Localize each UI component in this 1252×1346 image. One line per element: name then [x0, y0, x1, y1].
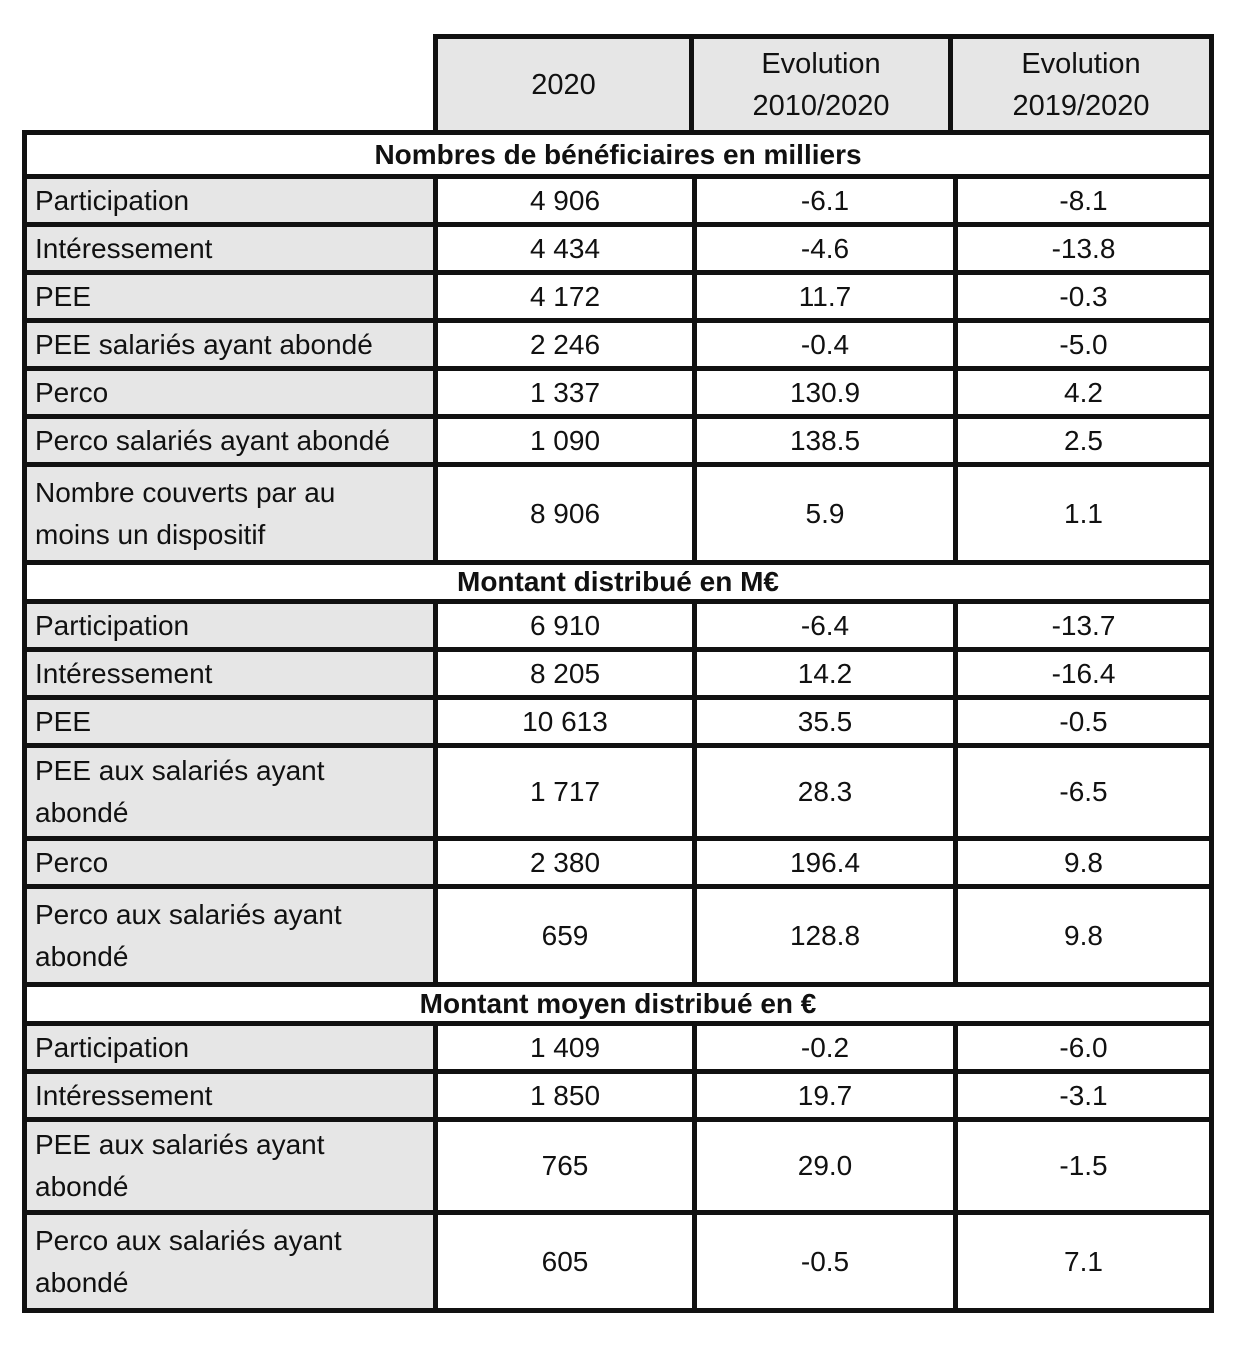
value-evolution-2010-2020: 196.4: [697, 841, 958, 884]
value-evolution-2010-2020: -6.4: [697, 604, 958, 647]
value-2020: 2 246: [438, 323, 697, 366]
table-row: [27, 419, 1209, 467]
value-evolution-2019-2020: 9.8: [958, 841, 1209, 884]
row-label: Perco aux salariés ayant abondé: [27, 889, 438, 982]
table-row: [27, 841, 1209, 889]
table-row: [27, 700, 1209, 748]
value-2020: 1 090: [438, 419, 697, 462]
row-label: Intéressement: [27, 227, 438, 270]
value-evolution-2010-2020: 5.9: [697, 467, 958, 560]
table-section: [27, 560, 1209, 982]
column-header-evolution-2010-2020: Evolution 2010/2020: [694, 34, 953, 130]
column-header-evolution-2019-2020: Evolution 2019/2020: [953, 34, 1214, 130]
row-label: PEE aux salariés ayant abondé: [27, 748, 438, 836]
value-evolution-2019-2020: -6.5: [958, 748, 1209, 836]
column-header-2020: 2020: [433, 34, 694, 130]
value-evolution-2019-2020: -1.5: [958, 1122, 1209, 1210]
row-label: Intéressement: [27, 1074, 438, 1117]
value-evolution-2019-2020: 2.5: [958, 419, 1209, 462]
table-row: [27, 1074, 1209, 1122]
value-evolution-2010-2020: 14.2: [697, 652, 958, 695]
value-2020: 4 172: [438, 275, 697, 318]
value-evolution-2019-2020: 1.1: [958, 467, 1209, 560]
value-2020: 6 910: [438, 604, 697, 647]
value-evolution-2010-2020: 138.5: [697, 419, 958, 462]
section-title: Nombres de bénéficiaires en milliers: [27, 135, 1209, 179]
table-row: [27, 652, 1209, 700]
column-header-row: [433, 34, 1214, 130]
value-2020: 4 434: [438, 227, 697, 270]
table-section: [27, 135, 1209, 560]
value-2020: 2 380: [438, 841, 697, 884]
table-row: [27, 227, 1209, 275]
value-2020: 8 205: [438, 652, 697, 695]
value-evolution-2019-2020: -5.0: [958, 323, 1209, 366]
value-2020: 1 337: [438, 371, 697, 414]
value-evolution-2019-2020: -3.1: [958, 1074, 1209, 1117]
value-evolution-2019-2020: -6.0: [958, 1026, 1209, 1069]
value-evolution-2010-2020: -4.6: [697, 227, 958, 270]
row-label: PEE salariés ayant abondé: [27, 323, 438, 366]
value-evolution-2010-2020: 35.5: [697, 700, 958, 743]
table-row: [27, 467, 1209, 560]
value-evolution-2010-2020: 130.9: [697, 371, 958, 414]
table-row: [27, 1122, 1209, 1215]
row-label: Perco aux salariés ayant abondé: [27, 1215, 438, 1308]
value-evolution-2010-2020: 19.7: [697, 1074, 958, 1117]
row-label: PEE: [27, 275, 438, 318]
row-label: Perco: [27, 371, 438, 414]
value-evolution-2010-2020: -0.5: [697, 1215, 958, 1308]
value-evolution-2019-2020: -0.5: [958, 700, 1209, 743]
value-evolution-2019-2020: -13.8: [958, 227, 1209, 270]
table-section: [27, 982, 1209, 1308]
value-evolution-2019-2020: 4.2: [958, 371, 1209, 414]
row-label: Intéressement: [27, 652, 438, 695]
value-2020: 10 613: [438, 700, 697, 743]
value-evolution-2019-2020: -0.3: [958, 275, 1209, 318]
value-2020: 765: [438, 1122, 697, 1210]
table-row: [27, 1215, 1209, 1308]
value-evolution-2010-2020: -0.2: [697, 1026, 958, 1069]
row-label: Nombre couverts par au moins un dispositif: [27, 467, 438, 560]
row-label: PEE aux salariés ayant abondé: [27, 1122, 438, 1210]
value-evolution-2010-2020: 11.7: [697, 275, 958, 318]
table-row: [27, 1026, 1209, 1074]
row-label: Participation: [27, 179, 438, 222]
row-label: Perco: [27, 841, 438, 884]
value-2020: 4 906: [438, 179, 697, 222]
section-title: Montant distribué en M€: [27, 560, 1209, 604]
table-row: [27, 604, 1209, 652]
value-evolution-2019-2020: -8.1: [958, 179, 1209, 222]
table-body: [22, 130, 1214, 1313]
table-row: [27, 179, 1209, 227]
value-evolution-2019-2020: 7.1: [958, 1215, 1209, 1308]
row-label: Participation: [27, 604, 438, 647]
table-row: [27, 275, 1209, 323]
row-label: Participation: [27, 1026, 438, 1069]
value-2020: 1 717: [438, 748, 697, 836]
section-title: Montant moyen distribué en €: [27, 982, 1209, 1026]
table-row: [27, 323, 1209, 371]
value-2020: 605: [438, 1215, 697, 1308]
value-evolution-2010-2020: -6.1: [697, 179, 958, 222]
value-evolution-2010-2020: -0.4: [697, 323, 958, 366]
value-evolution-2010-2020: 128.8: [697, 889, 958, 982]
value-evolution-2010-2020: 28.3: [697, 748, 958, 836]
row-label: PEE: [27, 700, 438, 743]
value-evolution-2019-2020: 9.8: [958, 889, 1209, 982]
value-2020: 1 409: [438, 1026, 697, 1069]
value-evolution-2019-2020: -16.4: [958, 652, 1209, 695]
value-2020: 1 850: [438, 1074, 697, 1117]
value-2020: 659: [438, 889, 697, 982]
data-table: [22, 34, 1214, 1313]
value-2020: 8 906: [438, 467, 697, 560]
row-label: Perco salariés ayant abondé: [27, 419, 438, 462]
table-row: [27, 371, 1209, 419]
value-evolution-2019-2020: -13.7: [958, 604, 1209, 647]
value-evolution-2010-2020: 29.0: [697, 1122, 958, 1210]
table-row: [27, 889, 1209, 982]
table-row: [27, 748, 1209, 841]
